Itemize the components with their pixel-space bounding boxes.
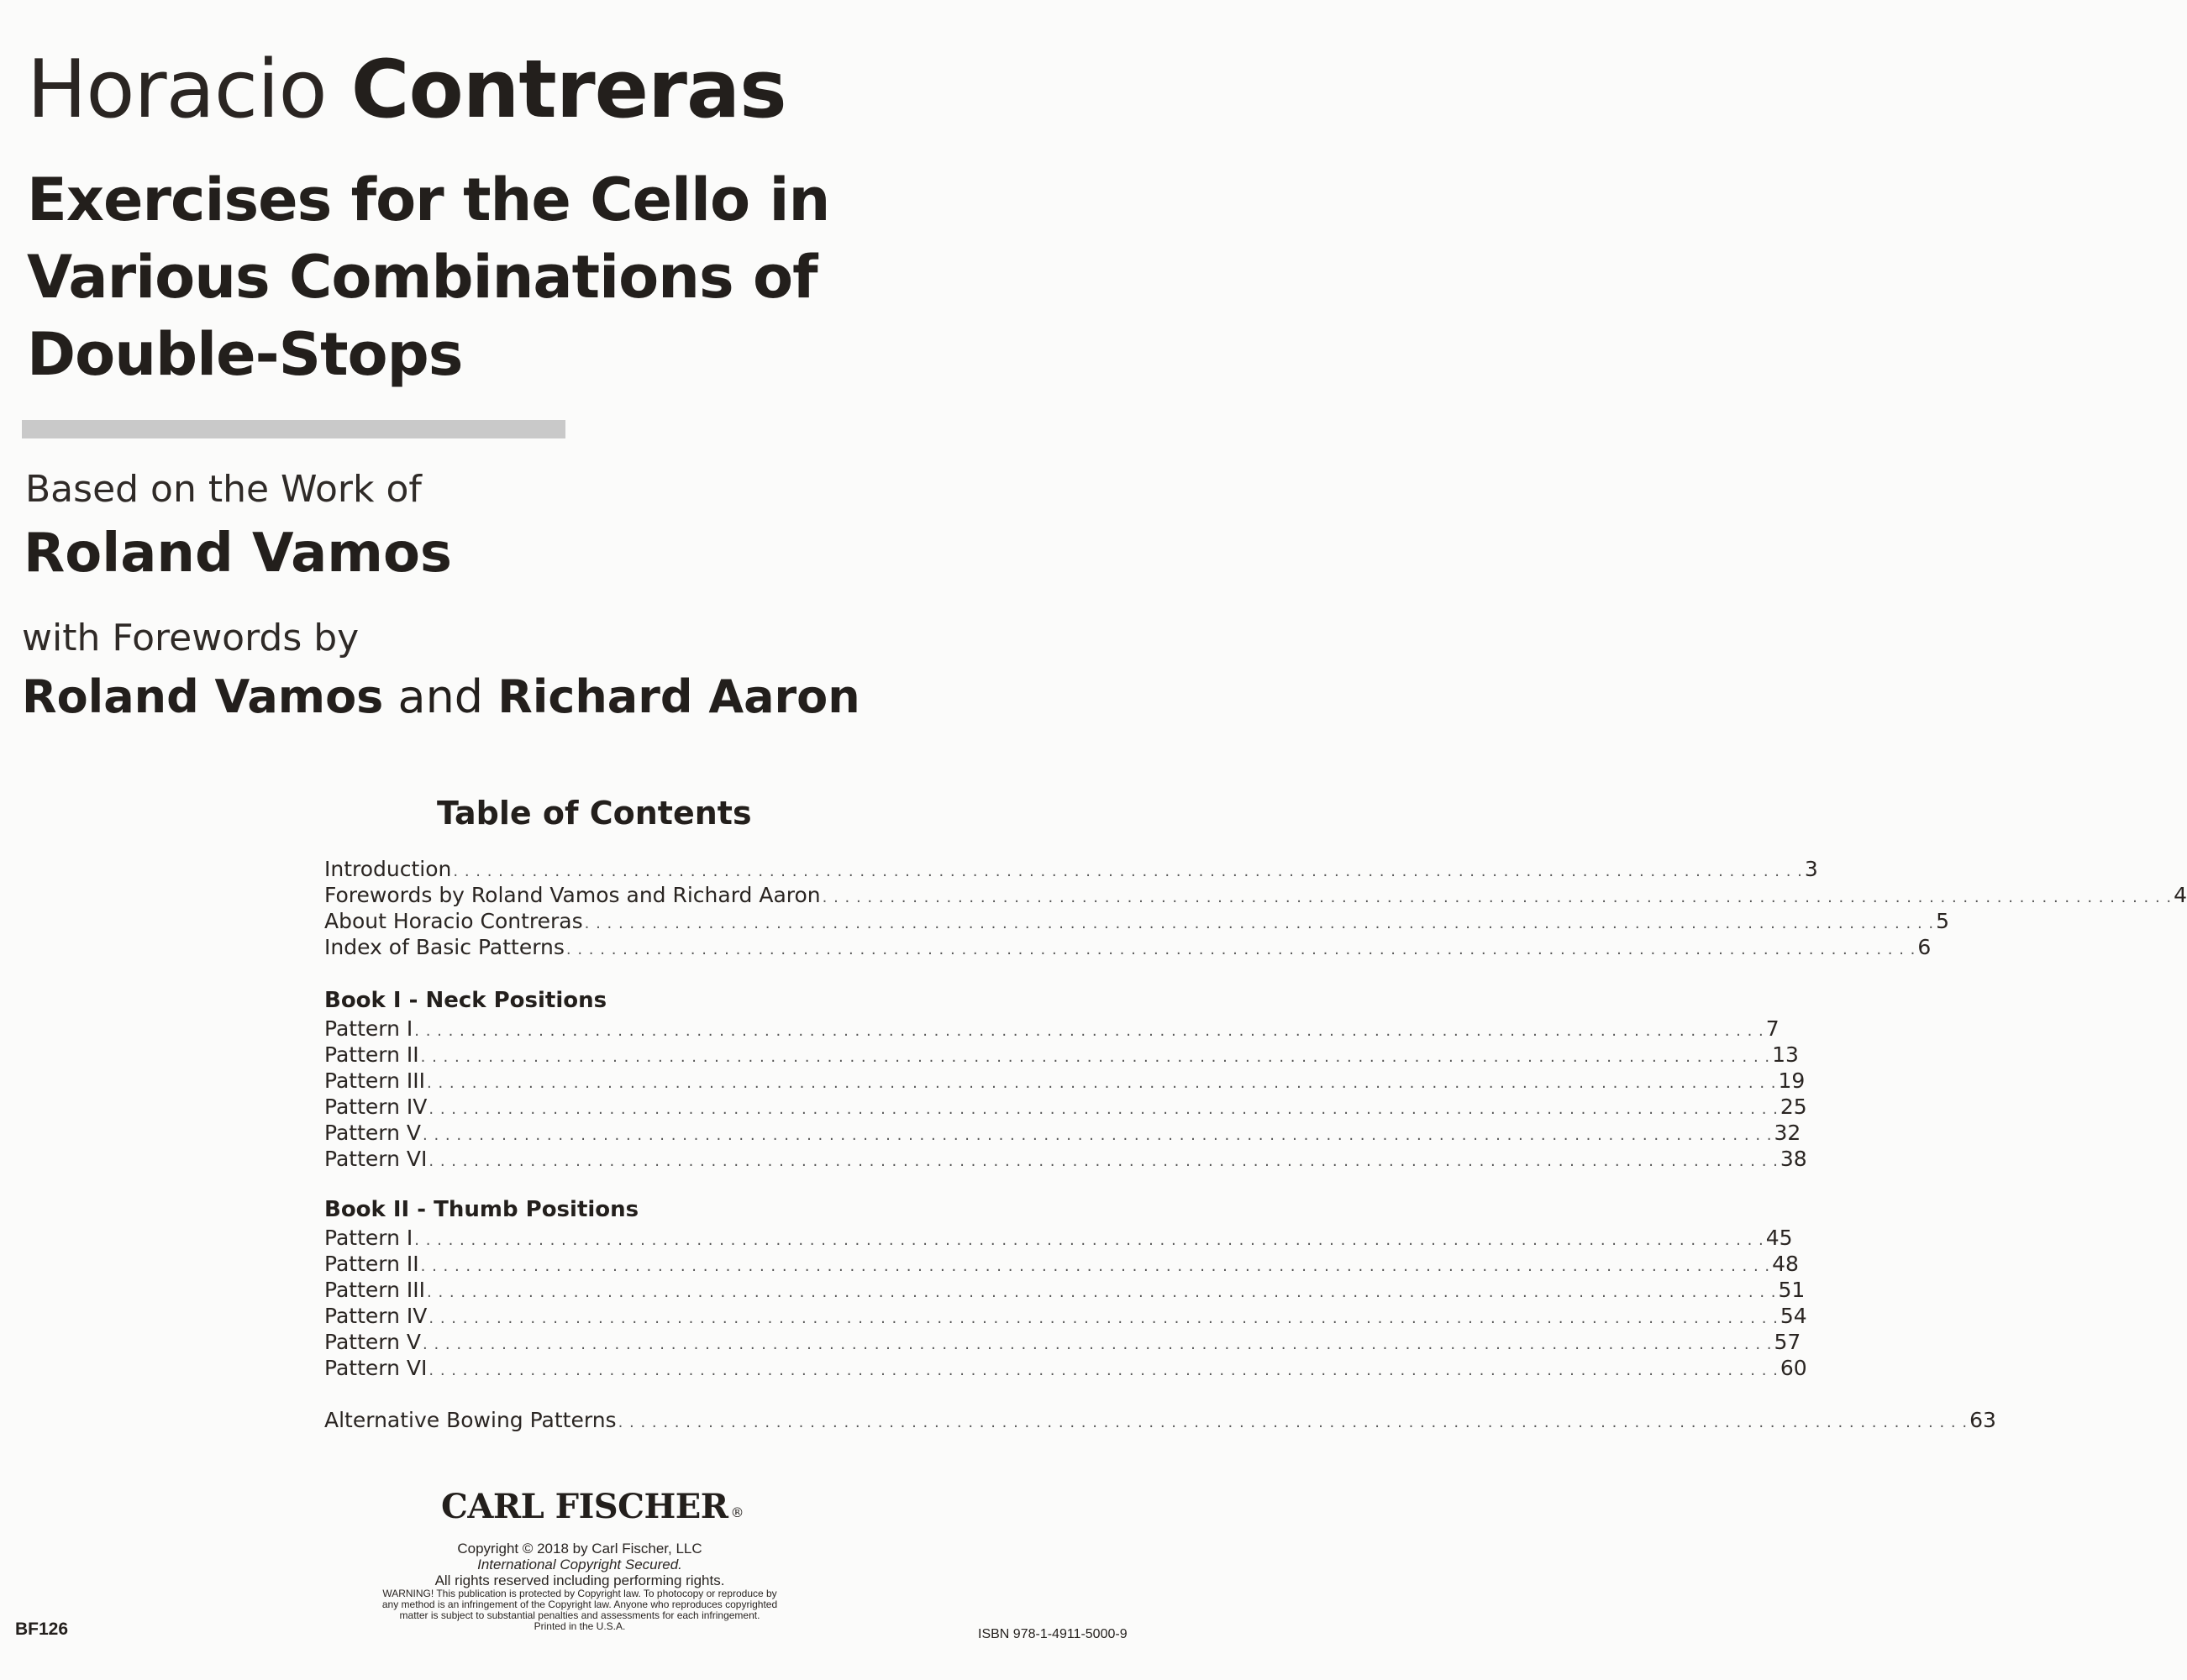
toc-dot-leader: . . . . . . . . . . . . . . . . . . . . . . . . . . . . . . . . . . . . . . . . . . . . . . . . . . . . . . . . . . . . . . . . . . . . . . . . . . . . . . . . . . . . . . . . . . . . . . . . . . . . . . . . . . . . . . . . . . . . . . . . xyxy=(428,1362,1779,1379)
toc-dot-leader: . . . . . . . . . . . . . . . . . . . . . . . . . . . . . . . . . . . . . . . . . . . . . . . . . . . . . . . . . . . . . . . . . . . . . . . . . . . . . . . . . . . . . . . . . . . . . . . . . . . . . . . . . . . . . . . . . . . . . . . . xyxy=(428,1152,1779,1170)
book-title xyxy=(27,161,829,393)
toc-entry xyxy=(324,857,1818,883)
toc-entry-label: Index of Basic Patterns xyxy=(324,935,565,959)
toc-entry-page: 7 xyxy=(1765,1016,1780,1041)
toc-entry-label: Forewords by Roland Vamos and Richard Aaron xyxy=(324,883,821,907)
toc-entry-label: Pattern III xyxy=(324,1068,426,1093)
publisher-name: CARL FISCHER xyxy=(441,1487,728,1526)
toc-entry-page: 57 xyxy=(1774,1330,1801,1354)
author-last-name: Contreras xyxy=(350,44,786,136)
foreword-author: Richard Aaron xyxy=(497,670,860,723)
toc-dot-leader: . . . . . . . . . . . . . . . . . . . . . . . . . . . . . . . . . . . . . . . . . . . . . . . . . . . . . . . . . . . . . . . . . . . . . . . . . . . . . . . . . . . . . . . . . . . . . . . . . . . . . . . . . . . . . . . . . . . . . . . . xyxy=(427,1284,1777,1301)
toc-dot-leader: . . . . . . . . . . . . . . . . . . . . . . . . . . . . . . . . . . . . . . . . . . . . . . . . . . . . . . . . . . . . . . . . . . . . . . . . . . . . . . . . . . . . . . . . . . . . . . . . . . . . . . . . . . . . . . . . . . . . . . . . xyxy=(822,889,2173,906)
title-line: Various Combinations of xyxy=(27,243,817,312)
toc-heading: Table of Contents xyxy=(437,795,752,832)
divider-bar xyxy=(22,420,565,438)
toc-intro-list xyxy=(324,857,2187,961)
publisher-logo xyxy=(441,1487,744,1526)
toc-entry-page: 45 xyxy=(1765,1226,1793,1250)
title-line: Exercises for the Cello in xyxy=(27,165,830,234)
toc-entry-label: Pattern II xyxy=(324,1042,419,1067)
isbn: ISBN 978-1-4911-5000-9 xyxy=(978,1627,1128,1641)
toc-entry-page: 5 xyxy=(1936,909,1950,933)
toc-entry-page: 4 xyxy=(2174,883,2187,907)
toc-entry-page: 48 xyxy=(1772,1252,1799,1276)
toc-section-title: Book I - Neck Positions xyxy=(324,988,607,1013)
toc-entry xyxy=(324,1042,1799,1068)
toc-entry-label: About Horacio Contreras xyxy=(324,909,583,933)
toc-dot-leader: . . . . . . . . . . . . . . . . . . . . . . . . . . . . . . . . . . . . . . . . . . . . . . . . . . . . . . . . . . . . . . . . . . . . . . . . . . . . . . . . . . . . . . . . . . . . . . . . . . . . . . . . . . . . . . . . . . . . . . . . xyxy=(618,1414,1969,1431)
toc-entry xyxy=(324,1147,1807,1173)
toc-entry xyxy=(324,1252,1799,1278)
toc-entry xyxy=(324,1356,1807,1382)
toc-dot-leader: . . . . . . . . . . . . . . . . . . . . . . . . . . . . . . . . . . . . . . . . . . . . . . . . . . . . . . . . . . . . . . . . . . . . . . . . . . . . . . . . . . . . . . . . . . . . . . . . . . . . . . . . . . . . . . . . . . . . . . . . xyxy=(420,1048,1771,1066)
toc-entry-page: 54 xyxy=(1780,1304,1807,1328)
toc-entry-page: 60 xyxy=(1780,1356,1807,1380)
toc-dot-leader: . . . . . . . . . . . . . . . . . . . . . . . . . . . . . . . . . . . . . . . . . . . . . . . . . . . . . . . . . . . . . . . . . . . . . . . . . . . . . . . . . . . . . . . . . . . . . . . . . . . . . . . . . . . . . . . . . . . . . . . . xyxy=(423,1126,1773,1144)
copyright-secured: International Copyright Secured. xyxy=(477,1557,682,1572)
toc-entry xyxy=(324,1226,1793,1252)
toc-entry-label: Pattern IV xyxy=(324,1304,428,1328)
toc-entry-label: Pattern V xyxy=(324,1330,421,1354)
copyright-line: Copyright © 2018 by Carl Fischer, LLC xyxy=(457,1541,702,1557)
toc-entry-page: 32 xyxy=(1774,1121,1801,1145)
toc-entry xyxy=(324,1330,1801,1356)
toc-entry xyxy=(324,1304,1807,1330)
toc-dot-leader: . . . . . . . . . . . . . . . . . . . . . . . . . . . . . . . . . . . . . . . . . . . . . . . . . . . . . . . . . . . . . . . . . . . . . . . . . . . . . . . . . . . . . . . . . . . . . . . . . . . . . . . . . . . . . . . . . . . . . . . . xyxy=(427,1074,1777,1092)
toc-dot-leader: . . . . . . . . . . . . . . . . . . . . . . . . . . . . . . . . . . . . . . . . . . . . . . . . . . . . . . . . . . . . . . . . . . . . . . . . . . . . . . . . . . . . . . . . . . . . . . . . . . . . . . . . . . . . . . . . . . . . . . . . xyxy=(584,915,1935,932)
toc-dot-leader: . . . . . . . . . . . . . . . . . . . . . . . . . . . . . . . . . . . . . . . . . . . . . . . . . . . . . . . . . . . . . . . . . . . . . . . . . . . . . . . . . . . . . . . . . . . . . . . . . . . . . . . . . . . . . . . . . . . . . . . . xyxy=(453,863,1803,880)
forewords-label: with Forewords by xyxy=(22,617,360,659)
toc-book2 xyxy=(324,1197,1807,1382)
toc-entry-page: 6 xyxy=(1917,935,1932,959)
toc-dot-leader: . . . . . . . . . . . . . . . . . . . . . . . . . . . . . . . . . . . . . . . . . . . . . . . . . . . . . . . . . . . . . . . . . . . . . . . . . . . . . . . . . . . . . . . . . . . . . . . . . . . . . . . . . . . . . . . . . . . . . . . . xyxy=(428,1310,1779,1327)
warning-line: WARNING! This publication is protected by Copyright law. To photocopy or reproduce by xyxy=(382,1588,777,1599)
toc-dot-leader: . . . . . . . . . . . . . . . . . . . . . . . . . . . . . . . . . . . . . . . . . . . . . . . . . . . . . . . . . . . . . . . . . . . . . . . . . . . . . . . . . . . . . . . . . . . . . . . . . . . . . . . . . . . . . . . . . . . . . . . . xyxy=(414,1231,1764,1249)
catalog-code: BF126 xyxy=(15,1620,69,1639)
foreword-conjunction: and xyxy=(397,670,484,723)
toc-entry xyxy=(324,1121,1801,1147)
toc-entry-label: Pattern I xyxy=(324,1226,413,1250)
author-first-name: Horacio xyxy=(27,44,327,136)
toc-entry-label: Introduction xyxy=(324,857,452,881)
toc-extra-list xyxy=(324,1408,1996,1434)
toc-entry xyxy=(324,1095,1807,1121)
toc-entry-label: Pattern III xyxy=(324,1278,426,1302)
toc-dot-leader: . . . . . . . . . . . . . . . . . . . . . . . . . . . . . . . . . . . . . . . . . . . . . . . . . . . . . . . . . . . . . . . . . . . . . . . . . . . . . . . . . . . . . . . . . . . . . . . . . . . . . . . . . . . . . . . . . . . . . . . . xyxy=(428,1100,1779,1118)
toc-entry-page: 63 xyxy=(1969,1408,1996,1432)
legal-notice xyxy=(319,1541,840,1632)
author-name xyxy=(27,44,786,136)
toc-entry-page: 38 xyxy=(1780,1147,1807,1171)
based-on-name: Roland Vamos xyxy=(24,522,452,585)
warning-line: matter is subject to substantial penalties and assessments for each infringement. xyxy=(399,1609,760,1621)
toc-entry-label: Pattern IV xyxy=(324,1095,428,1119)
toc-entry-page: 3 xyxy=(1804,857,1818,881)
toc-entry-label: Alternative Bowing Patterns xyxy=(324,1408,617,1432)
toc-entry-label: Pattern VI xyxy=(324,1356,428,1380)
toc-entry-label: Pattern V xyxy=(324,1121,421,1145)
toc-section-title: Book II - Thumb Positions xyxy=(324,1197,639,1222)
toc-entry xyxy=(324,1278,1806,1304)
toc-entry-label: Pattern II xyxy=(324,1252,419,1276)
rights-line: All rights reserved including performing rights. xyxy=(434,1572,725,1588)
toc-entry-page: 19 xyxy=(1778,1068,1806,1093)
toc-dot-leader: . . . . . . . . . . . . . . . . . . . . . . . . . . . . . . . . . . . . . . . . . . . . . . . . . . . . . . . . . . . . . . . . . . . . . . . . . . . . . . . . . . . . . . . . . . . . . . . . . . . . . . . . . . . . . . . . . . . . . . . . xyxy=(414,1022,1764,1040)
toc-entry xyxy=(324,1068,1806,1095)
toc-entry xyxy=(324,1408,1996,1434)
toc-entry-label: Pattern VI xyxy=(324,1147,428,1171)
forewords-names xyxy=(22,670,860,723)
toc-dot-leader: . . . . . . . . . . . . . . . . . . . . . . . . . . . . . . . . . . . . . . . . . . . . . . . . . . . . . . . . . . . . . . . . . . . . . . . . . . . . . . . . . . . . . . . . . . . . . . . . . . . . . . . . . . . . . . . . . . . . . . . . xyxy=(423,1336,1773,1353)
toc-dot-leader: . . . . . . . . . . . . . . . . . . . . . . . . . . . . . . . . . . . . . . . . . . . . . . . . . . . . . . . . . . . . . . . . . . . . . . . . . . . . . . . . . . . . . . . . . . . . . . . . . . . . . . . . . . . . . . . . . . . . . . . . xyxy=(565,941,1916,958)
registered-mark: ® xyxy=(730,1504,744,1520)
based-on-label: Based on the Work of xyxy=(25,468,422,511)
toc-entry xyxy=(324,883,2187,909)
toc-entry-label: Pattern I xyxy=(324,1016,413,1041)
title-line: Double-Stops xyxy=(27,320,463,389)
foreword-author: Roland Vamos xyxy=(22,670,384,723)
toc-entry-page: 25 xyxy=(1780,1095,1807,1119)
toc-entry-page: 51 xyxy=(1778,1278,1806,1302)
toc-entry xyxy=(324,935,1932,961)
toc-book1 xyxy=(324,988,1807,1173)
warning-line: any method is an infringement of the Copyright law. Anyone who reproduces copyrighted xyxy=(381,1599,778,1610)
toc-entry xyxy=(324,1016,1780,1042)
printed-in: Printed in the U.S.A. xyxy=(534,1620,626,1632)
toc-dot-leader: . . . . . . . . . . . . . . . . . . . . . . . . . . . . . . . . . . . . . . . . . . . . . . . . . . . . . . . . . . . . . . . . . . . . . . . . . . . . . . . . . . . . . . . . . . . . . . . . . . . . . . . . . . . . . . . . . . . . . . . . xyxy=(420,1257,1771,1275)
toc-entry xyxy=(324,909,1950,935)
toc-entry-page: 13 xyxy=(1772,1042,1799,1067)
